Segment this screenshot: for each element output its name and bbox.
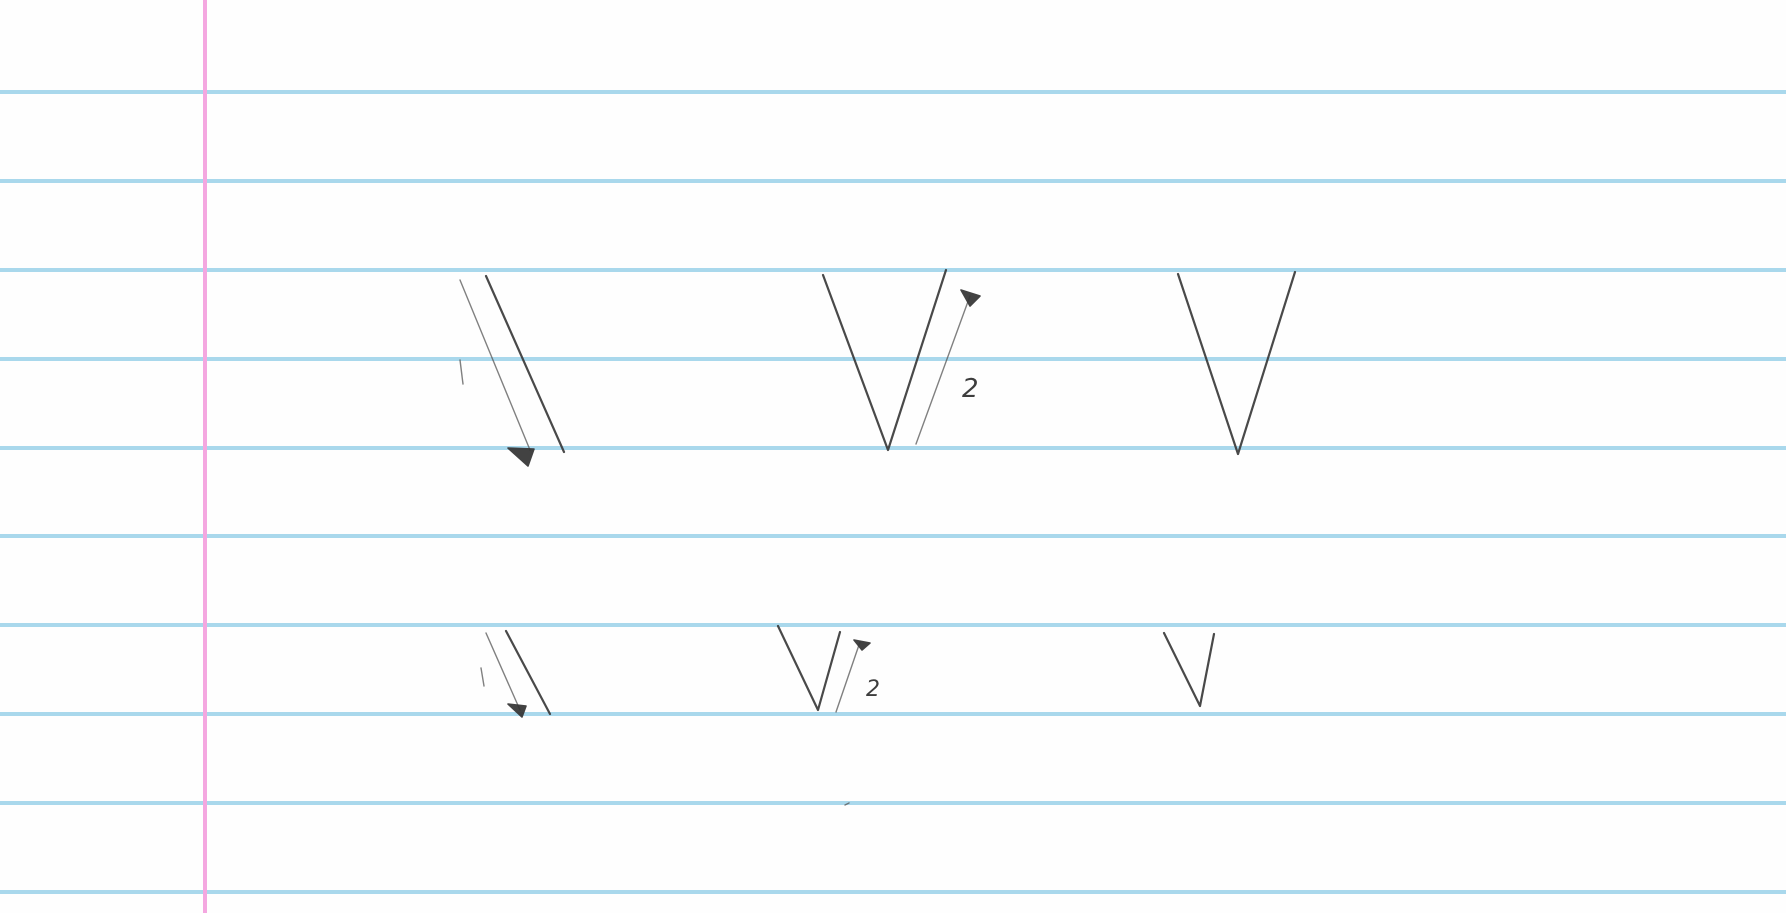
small-stroke-1-guide: [506, 631, 550, 714]
small-stroke-2-v-shape: [778, 626, 840, 710]
large-stroke-1-order-mark: [460, 360, 463, 384]
small-stroke-2-arrow-line: [836, 642, 860, 712]
small-stroke-2-order-label: 2: [866, 677, 880, 702]
small-complete-letter: [1164, 633, 1214, 706]
arrowhead-up-icon: [854, 640, 870, 650]
large-stroke-1-arrow-line: [460, 280, 530, 450]
large-stroke-2-arrow-line: [916, 296, 970, 444]
arrowhead-up-icon: [961, 290, 980, 306]
large-row: [460, 270, 1295, 466]
arrowhead-down-icon: [508, 448, 534, 466]
small-stroke-1-order-mark: [481, 668, 484, 686]
small-stroke-2-demo: [778, 626, 880, 712]
large-stroke-1-demo: [460, 276, 564, 466]
small-letter-v-shape: [1164, 633, 1214, 706]
large-stroke-1-guide: [486, 276, 564, 452]
small-stroke-1-arrow-line: [486, 633, 520, 710]
large-complete-letter: [1178, 272, 1295, 454]
ruled-lines: [0, 92, 1786, 892]
large-letter-v-shape: [1178, 272, 1295, 454]
large-stroke-2-order-label: 2: [962, 374, 979, 404]
small-stroke-1-demo: [481, 631, 550, 717]
